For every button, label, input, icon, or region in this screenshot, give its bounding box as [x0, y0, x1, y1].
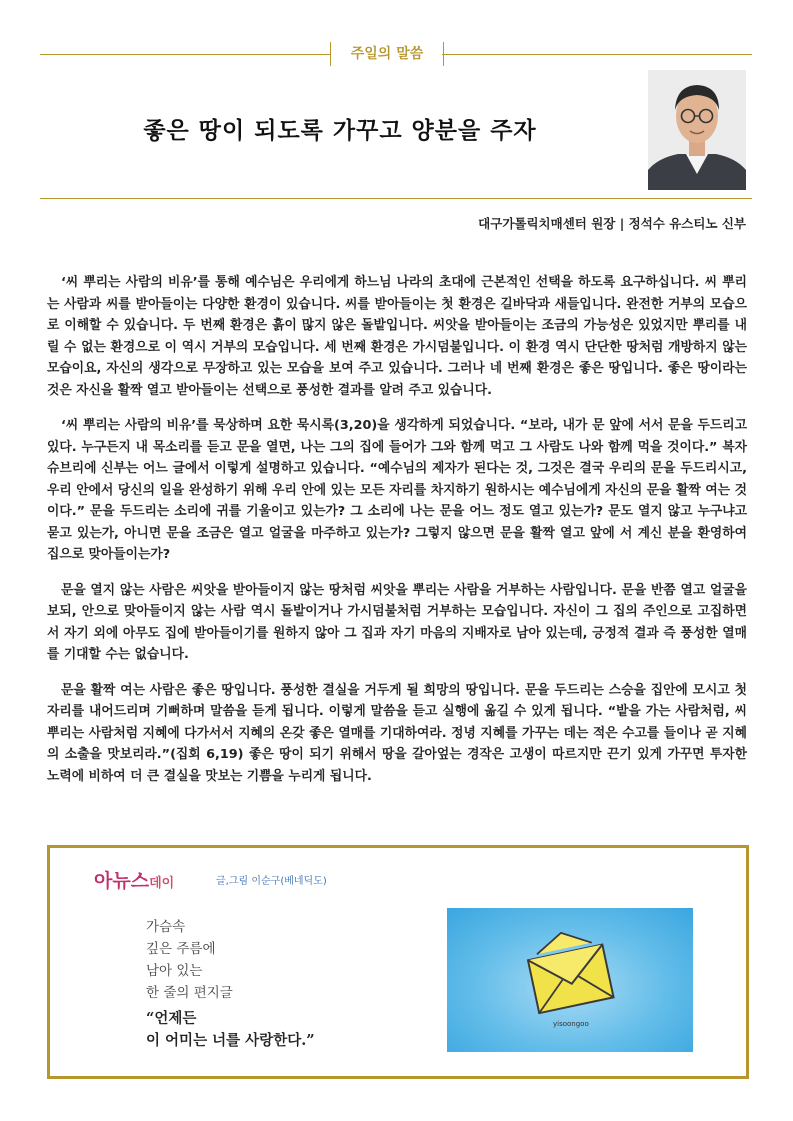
- brand-main: 아뉴스: [94, 870, 150, 892]
- envelope-illustration: [447, 908, 693, 1052]
- page-title: 좋은 땅이 되도록 가꾸고 양분을 주자: [143, 118, 537, 144]
- article-paragraph: 문을 열지 않는 사람은 씨앗을 받아들이지 않는 땅처럼 씨앗을 뿌리는 사람을 거부하는 사람입니다. 문을 반쯤 열고 얼굴을 보되, 안으로 맞아들이지 않는 사람 역시 돌밭이거나 가시덤불처럼 거부하는 모습입니다. 자신이 그 집의 주인으로 고집하면서 자기 외에 아무도 집에 받아들이기를 원하지 않아 그 집과 자기 마음의 지배자로 남아 있는데, 긍정적 결과 즉 풍성한 열매를 기대할 수는 없습니다.: [47, 582, 747, 662]
- portrait-image: [648, 70, 746, 190]
- author-photo: [648, 70, 746, 190]
- quote-line: “언제든: [146, 1010, 197, 1027]
- brand-day: 데이: [149, 876, 175, 891]
- article-paragraph: ‘씨 뿌리는 사람의 비유’를 묵상하며 요한 묵시록(3,20)을 생각하게 되었습니다. “보라, 내가 문 앞에 서서 문을 두드리고 있다. 누구든지 내 목소리를 듣고 문을 열면, 나는 그의 집에 들어가 그와 함께 먹고 그 사람도 나와 함께 먹을 것이다.” 복자 슈브리에 신부는 어느 글에서 이렇게 설명하고 있습니다. “예수님의 제자가 된다는 것, 그것은 결국 우리의 문을 두드리시고, 우리 안에서 당신의 일을 완성하기 위해 우리 안에 있는 모든 자리를 차지하기 원하시는 예수님에게 자신의 문을 활짝 여는 것이다.” 문을 두드리는 소리에 귀를 기울이고 있는가? 그 소리에 나는 문을 어느 정도 열고 있는가? 문도 열지 않고 누구냐고 묻고 있는가, 아니면 문을 조금은 열고 얼굴을 마주하고 있는가? 그렇지 않으면 문을 활짝 열고 앞에 서 계신 분을 환영하여 집으로 맞아들이는가?: [47, 418, 747, 562]
- poem-line: 남아 있는: [146, 963, 203, 979]
- article-body: [47, 272, 747, 801]
- article-paragraph: 문을 활짝 여는 사람은 좋은 땅입니다. 풍성한 결실을 거두게 될 희망의 땅입니다. 문을 두드리는 스승을 집안에 모시고 첫 자리를 내어드리며 기뻐하며 말씀을 듣게 됩니다. 이렇게 말씀을 듣고 실행에 옮길 수 있게 됩니다. “밭을 가는 사람처럼, 씨 뿌리는 사람처럼 지혜에 다가서서 지혜의 온갖 좋은 열매를 기대하여라. 정녕 지혜를 가꾸는 데는 적은 수고를 들이나 곧 지혜의 소출을 맛보리라.”(집회 6,19) 좋은 땅이 되기 위해서 땅을 갈아엎는 경작은 고생이 따르지만 끈기 있게 가꾸면 투자한 노력에 비하여 더 큰 결실을 맛보는 기쁨을 누리게 됩니다.: [47, 682, 747, 784]
- envelope-icon: [447, 908, 693, 1052]
- title-rule: [40, 198, 752, 199]
- agnus-day-box: [47, 845, 749, 1079]
- author-byline: 대구가톨릭치매센터 원장 | 정석수 유스티노 신부: [478, 216, 746, 231]
- section-label: 주일의 말씀: [330, 42, 444, 66]
- artist-credit: 글,그림 이순구(베네딕도): [216, 876, 327, 887]
- header-rule-right: [442, 54, 752, 55]
- brand-logo: [94, 866, 174, 893]
- poem: [146, 916, 233, 1004]
- poem-line: 가슴속: [146, 919, 186, 935]
- header-rule-left: [40, 54, 330, 55]
- mother-quote: [146, 1008, 315, 1052]
- poem-line: 한 줄의 편지글: [146, 985, 233, 1001]
- article-paragraph: ‘씨 뿌리는 사람의 비유’를 통해 예수님은 우리에게 하느님 나라의 초대에 근본적인 선택을 하도록 요구하십니다. 씨 뿌리는 사람과 씨를 받아들이는 다양한 환경이 있습니다. 씨를 받아들이는 첫 환경은 길바닥과 새들입니다. 완전한 거부의 모습으로 이해할 수 있습니다. 두 번째 환경은 흙이 많지 않은 돌밭입니다. 씨앗을 받아들이는 조금의 가능성은 있었지만 뿌리를 내릴 수 없는 환경으로 이 역시 거부의 모습입니다. 세 번째 환경은 가시덤불입니다. 이 환경 역시 단단한 땅처럼 개방하지 않는 모습이요, 자신의 생각으로 무장하고 있는 모습을 보여 주고 있습니다. 그러나 네 번째 환경은 좋은 땅입니다. 좋은 땅이라는 것은 자신을 활짝 열고 받아들이는 선택으로 풍성한 결과를 알려 주고 있습니다.: [47, 275, 747, 398]
- poem-line: 깊은 주름에: [146, 941, 216, 957]
- quote-line: 이 어미는 너를 사랑한다.”: [146, 1032, 315, 1049]
- art-signature: yisoongoo: [553, 1020, 589, 1028]
